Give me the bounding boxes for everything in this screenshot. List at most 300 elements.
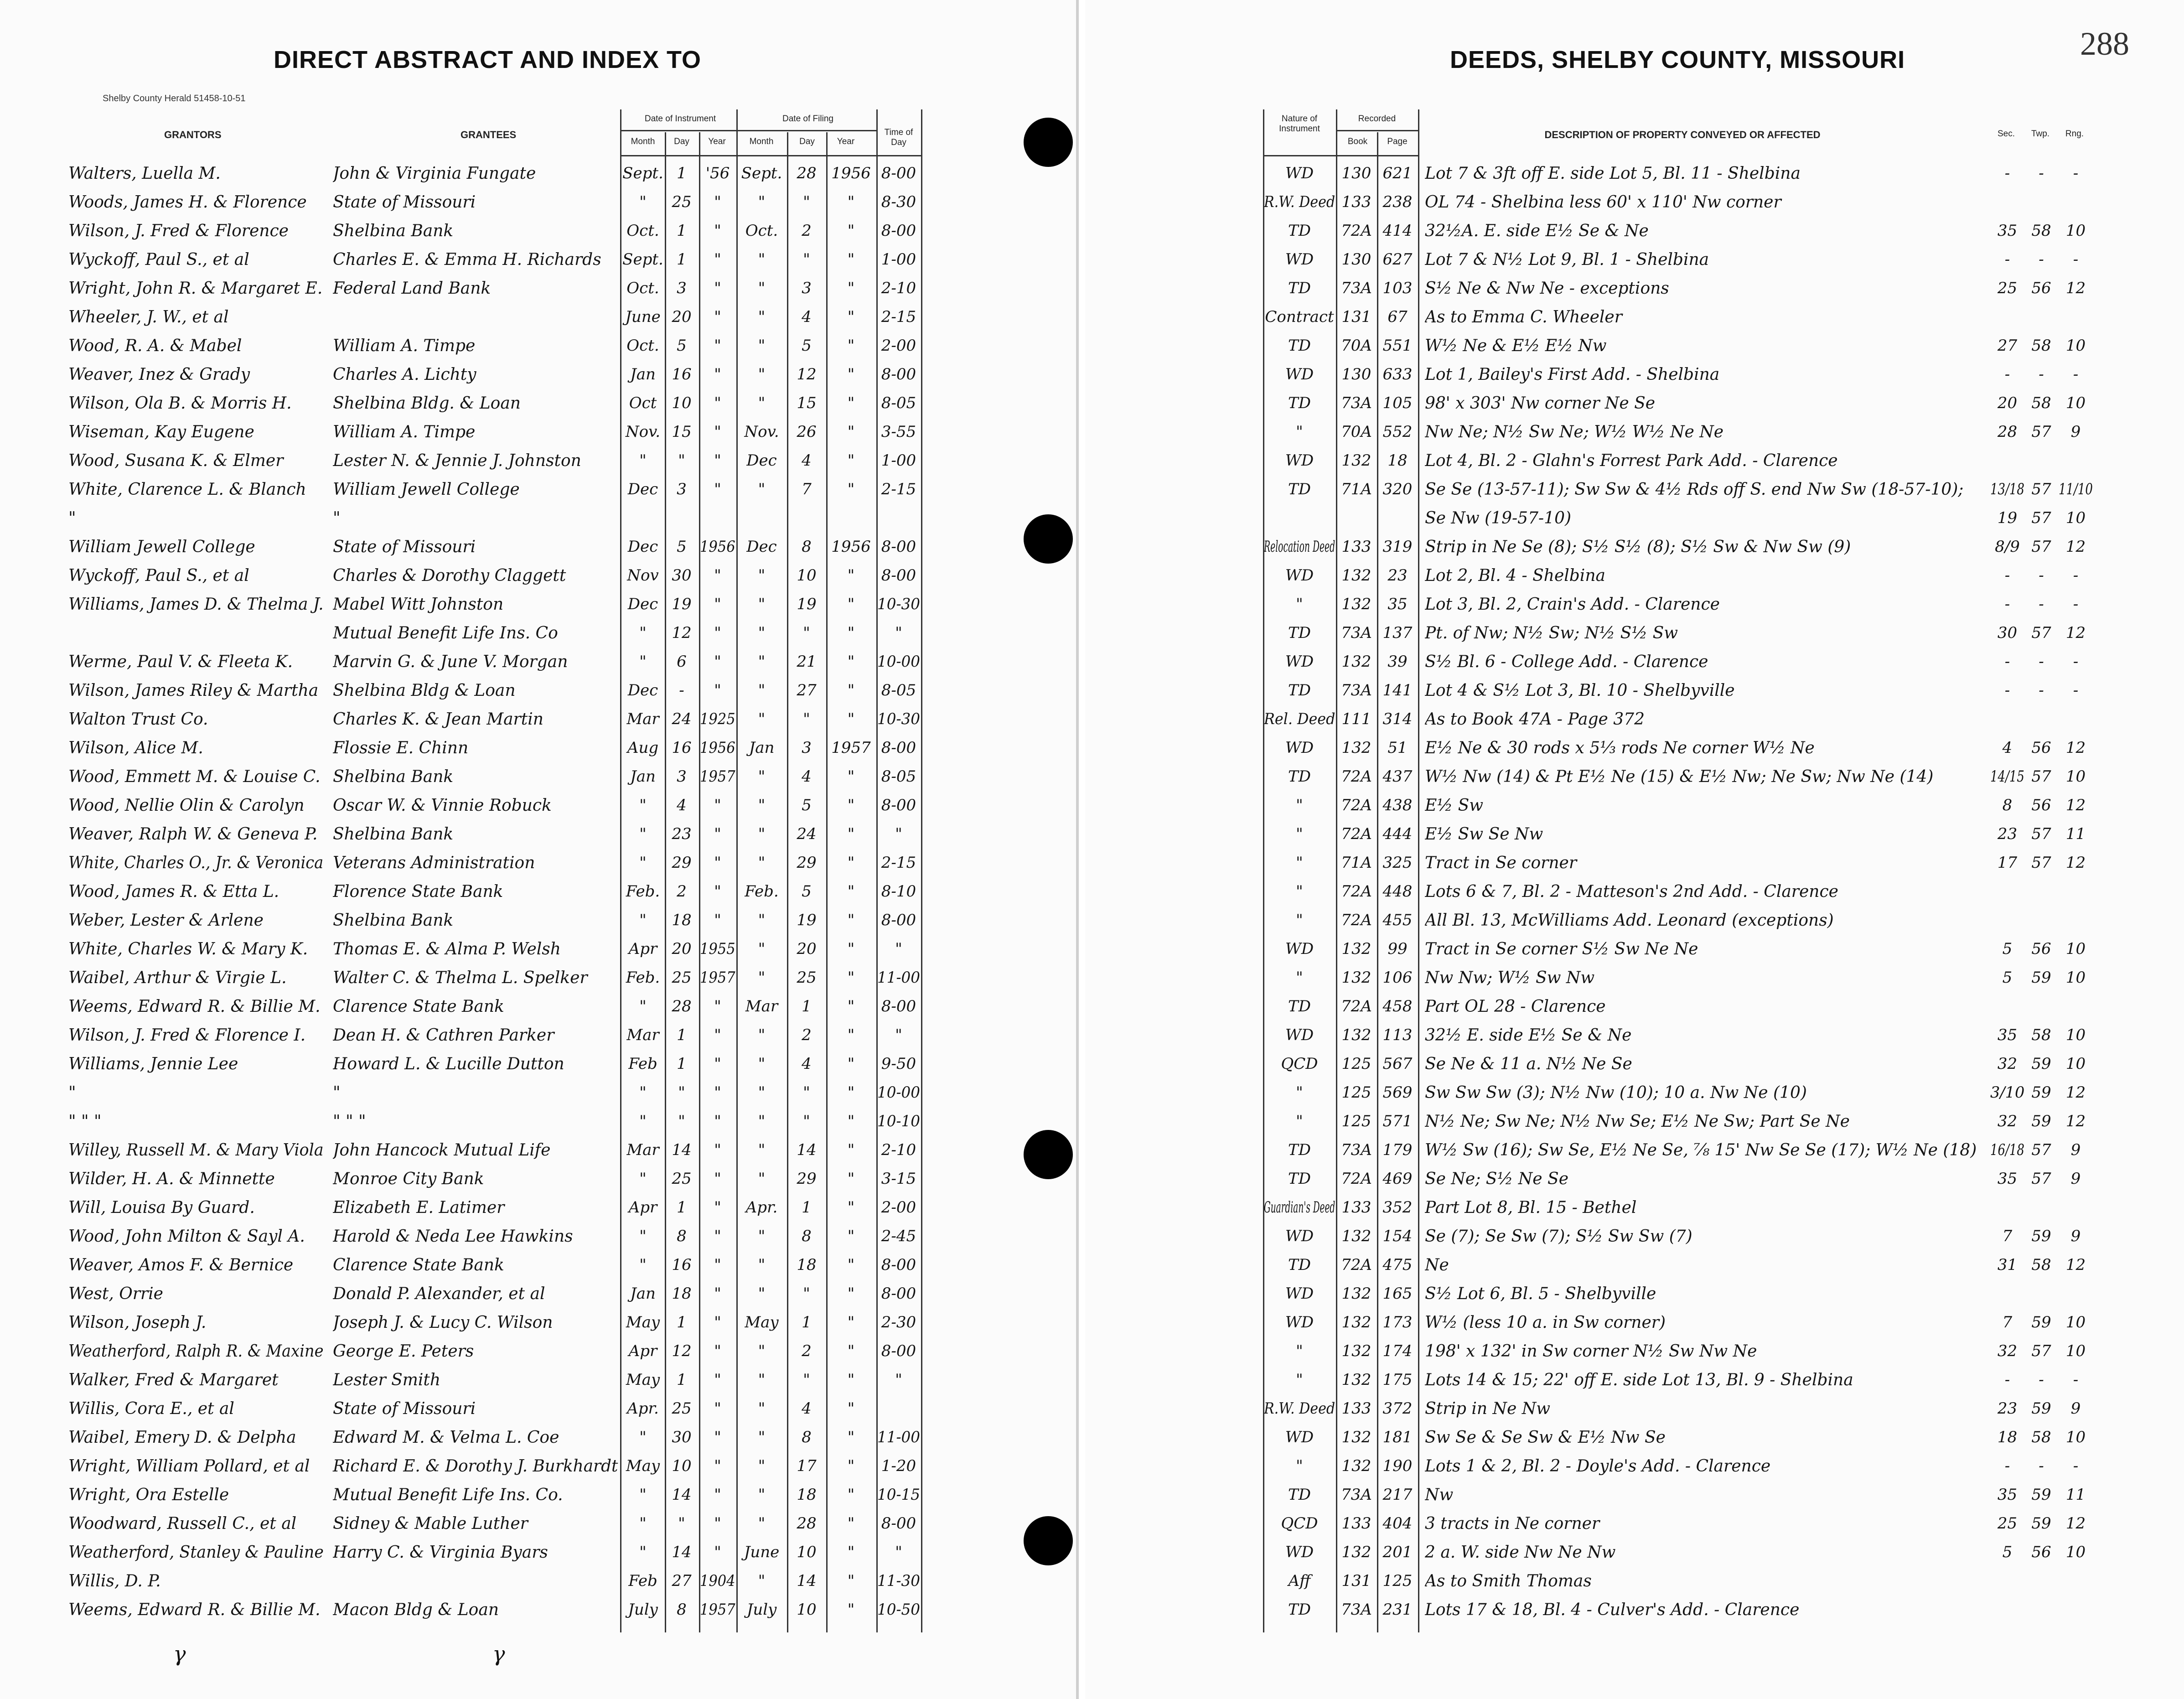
grantee-cell: Walter C. & Thelma L. Spelker [333, 969, 588, 987]
filing-month-cell: Oct. [745, 222, 778, 240]
binder-hole [1024, 514, 1073, 564]
filing-day-cell: 3 [802, 279, 812, 297]
sec-cell: - [2004, 681, 2010, 699]
nature-of-instrument-cell: WD [1285, 1428, 1314, 1446]
filing-month-cell: " [758, 940, 766, 958]
grantor-cell: " " " [68, 1112, 102, 1131]
instrument-year-cell: " [714, 1342, 721, 1360]
instrument-year-cell: " [714, 1457, 721, 1475]
filing-time-cell: " [895, 940, 902, 958]
instrument-day-cell: 28 [672, 997, 692, 1015]
left_page-row [0, 706, 1076, 736]
book-cell: 72A [1341, 222, 1372, 240]
instrument-day-cell: 27 [672, 1572, 692, 1590]
description-cell: Lot 7 & N½ Lot 9, Bl. 1 - Shelbina [1425, 250, 1709, 269]
instrument-day-cell: 12 [672, 624, 692, 642]
filing-year-cell: " [847, 940, 855, 958]
right_page-row [1085, 678, 2184, 707]
instrument-year-cell: 1956 [700, 538, 735, 556]
page-cell: 238 [1382, 193, 1413, 211]
sec-cell: 4 [2002, 739, 2013, 757]
twp-cell: 58 [2031, 1428, 2051, 1446]
instrument-month-cell: Jan [630, 1285, 656, 1303]
twp-cell: 57 [2031, 1141, 2051, 1159]
left_page-row [0, 390, 1076, 420]
left_page-row [0, 850, 1076, 879]
right_page-row [1085, 1166, 2184, 1195]
right_page-row [1085, 907, 2184, 937]
filing-month-cell: " [758, 1227, 766, 1245]
grantor-cell: Wood, Nellie Olin & Carolyn [68, 796, 305, 815]
instrument-year-cell: " [714, 653, 721, 671]
filing-year-cell: 1957 [831, 739, 871, 757]
filing-time-cell: 8-00 [881, 1285, 916, 1303]
left_page-row [0, 1367, 1076, 1396]
instrument-day-cell: 16 [672, 365, 692, 383]
sec-cell: 31 [1997, 1256, 2018, 1274]
book-cell: 132 [1341, 451, 1371, 470]
page-cell: 404 [1382, 1514, 1413, 1533]
grantor-cell: Weems, Edward R. & Billie M. [68, 1601, 321, 1619]
filing-year-cell: " [847, 1198, 855, 1217]
grantee-cell: Charles & Dorothy Claggett [333, 566, 566, 585]
instrument-year-cell: " [714, 1543, 721, 1561]
description-cell: Nw Ne; N½ Sw Ne; W½ W½ Ne Ne [1425, 423, 1723, 441]
book-cell: 132 [1341, 739, 1371, 757]
filing-day-cell: " [803, 710, 810, 728]
description-cell: Lot 2, Bl. 4 - Shelbina [1425, 566, 1605, 585]
page-cell: 314 [1382, 710, 1413, 728]
filing-year-cell: " [847, 825, 855, 843]
right_page-row [1085, 1281, 2184, 1310]
filing-month-cell: " [758, 1055, 766, 1073]
instrument-year-cell: " [714, 193, 721, 211]
instrument-month-cell: Oct. [626, 337, 659, 355]
nature-of-instrument-cell: QCD [1281, 1514, 1318, 1533]
grantee-cell: Harry C. & Virginia Byars [333, 1543, 548, 1562]
rng-cell: - [2073, 1457, 2079, 1475]
filing-year-cell: " [847, 1572, 855, 1590]
filing-time-cell: " [895, 624, 902, 642]
left_page-row [0, 419, 1076, 448]
instrument-year-cell: 1957 [700, 1601, 735, 1619]
filing-month-cell: Nov. [744, 423, 779, 441]
filing-month-cell: " [758, 337, 766, 355]
filing-day-cell: 4 [802, 1399, 812, 1418]
grantee-cell: Clarence State Bank [333, 1256, 504, 1274]
filing-year-cell: " [847, 624, 855, 642]
page-cell: 475 [1382, 1256, 1413, 1274]
instrument-month-cell: " [639, 1112, 647, 1130]
grantor-cell: " [68, 1083, 76, 1102]
right_page-row [1085, 247, 2184, 276]
rng-cell: 11/10 [2059, 480, 2093, 498]
filing-day-cell: 8 [802, 538, 812, 556]
rng-cell: - [2073, 653, 2079, 671]
filing-time-cell: 8-00 [881, 1256, 916, 1274]
twp-cell: 59 [2031, 969, 2051, 987]
filing-month-cell: Mar [745, 997, 778, 1015]
left_page-row [0, 936, 1076, 965]
instrument-month-cell: Jan [630, 365, 656, 383]
instrument-month-cell: " [639, 653, 647, 671]
left_page-row [0, 505, 1076, 534]
filing-month-cell: " [758, 1170, 766, 1188]
instrument-year-cell: " [714, 1112, 721, 1130]
instrument-day-cell: 14 [672, 1543, 692, 1561]
grantees-header: GRANTEES [461, 129, 517, 140]
instrument-month-cell: " [639, 1256, 647, 1274]
instrument-year-cell: " [714, 1514, 721, 1533]
instrument-day-cell: 10 [672, 394, 692, 412]
sec-cell: - [2004, 164, 2010, 182]
filing-day-cell: " [803, 1112, 810, 1130]
description-cell: Lots 14 & 15; 22' off E. side Lot 13, Bl. 9 - Shelbina [1425, 1371, 1853, 1389]
book-cell: 73A [1341, 624, 1372, 642]
filing-time-cell: 2-10 [881, 279, 916, 297]
filing-time-cell: 10-00 [877, 1083, 920, 1102]
left_page-row [0, 218, 1076, 247]
grantee-cell: " " " [333, 1112, 366, 1131]
instrument-day-cell: 1 [677, 164, 687, 182]
sec-cell: 30 [1997, 624, 2018, 642]
instrument-day-cell: " [678, 1112, 685, 1130]
filing-day-cell: 8 [802, 1227, 812, 1245]
nature-of-instrument-cell: " [1296, 595, 1303, 613]
rng-cell: 10 [2065, 767, 2086, 786]
grantor-cell: Weber, Lester & Arlene [68, 911, 264, 930]
rng-cell: 12 [2065, 279, 2086, 297]
right-page [1085, 0, 2184, 1699]
description-cell: N½ Ne; Sw Ne; N½ Nw Se; E½ Ne Sw; Part Se Ne [1425, 1112, 1850, 1131]
grantee-cell: Veterans Administration [333, 854, 535, 872]
nature-of-instrument-cell: WD [1285, 250, 1314, 269]
instrument-day-cell: 5 [677, 337, 687, 355]
rng-cell: - [2073, 681, 2079, 699]
sec-cell: 28 [1997, 423, 2018, 441]
grantee-cell: Harold & Neda Lee Hawkins [333, 1227, 573, 1246]
right_page-row [1085, 793, 2184, 822]
twp-cell: 59 [2031, 1227, 2051, 1245]
filing-month-cell: " [758, 796, 766, 814]
twp-cell: 57 [2031, 767, 2051, 786]
instrument-year-cell: " [714, 595, 721, 613]
sec-cell: - [2004, 595, 2010, 613]
description-cell: Sw Se & Se Sw & E½ Nw Se [1425, 1428, 1666, 1447]
description-cell: W½ Ne & E½ E½ Nw [1425, 337, 1607, 355]
page-cell: 621 [1382, 164, 1413, 182]
left_page-row [0, 591, 1076, 621]
description-cell: Tract in Se corner S½ Sw Ne Ne [1425, 940, 1698, 958]
grantee-cell: Mutual Benefit Life Ins. Co. [333, 1486, 563, 1504]
grantor-cell: Wilson, Joseph J. [68, 1313, 207, 1332]
page-cell: 352 [1382, 1198, 1413, 1217]
filing-year-cell: " [847, 1514, 855, 1533]
twp-cell: 57 [2031, 423, 2051, 441]
instrument-year-cell: " [714, 1371, 721, 1389]
instrument-month-cell: " [639, 1428, 647, 1446]
book-cell: 125 [1341, 1083, 1371, 1102]
filing-time-cell: 2-10 [881, 1141, 916, 1159]
book-cell: 131 [1341, 1572, 1371, 1590]
grantee-cell: Shelbina Bank [333, 222, 454, 240]
nature-of-instrument-cell: " [1296, 882, 1303, 901]
filing-year-cell: " [847, 279, 855, 297]
instrument-day-cell: 10 [672, 1457, 692, 1475]
filing-month-cell: " [758, 767, 766, 786]
grantor-cell: Williams, Jennie Lee [68, 1055, 238, 1073]
instrument-month-cell: Nov. [625, 423, 661, 441]
right_page-row [1085, 1482, 2184, 1511]
book-cell: 73A [1341, 681, 1372, 699]
rng-cell: 10 [2065, 1543, 2086, 1561]
page-cell: 627 [1382, 250, 1413, 269]
filing-day-cell: 28 [797, 164, 817, 182]
filing-time-cell: 8-00 [881, 1514, 916, 1533]
grantor-cell: Will, Louisa By Guard. [68, 1198, 255, 1217]
grantor-cell: White, Clarence L. & Blanch [68, 480, 306, 499]
twp-cell: 57 [2031, 538, 2051, 556]
nature-of-instrument-cell: " [1296, 1371, 1303, 1389]
instrument-year-cell: " [714, 1170, 721, 1188]
filing-time-cell: 8-00 [881, 566, 916, 585]
filing-month-cell: " [758, 624, 766, 642]
sec-cell: 5 [2002, 940, 2013, 958]
grantee-cell: Charles K. & Jean Martin [333, 710, 543, 729]
instrument-month-cell: " [639, 624, 647, 642]
grantee-cell: Shelbina Bank [333, 911, 454, 930]
description-cell: S½ Bl. 6 - College Add. - Clarence [1425, 653, 1708, 671]
left_page-row [0, 1511, 1076, 1540]
filing-time-cell: 10-30 [877, 595, 920, 613]
filing-month-cell: " [758, 1399, 766, 1418]
description-cell: As to Smith Thomas [1425, 1572, 1592, 1590]
instrument-day-cell: 8 [677, 1601, 687, 1619]
nature-of-instrument-cell: TD [1288, 681, 1311, 699]
book-cell: 71A [1341, 480, 1372, 498]
grantor-cell: Wood, Susana K. & Elmer [68, 451, 284, 470]
book-cell: 70A [1341, 337, 1372, 355]
filing-year-cell: " [847, 423, 855, 441]
right_page-row [1085, 965, 2184, 994]
header-rule [1336, 130, 1418, 131]
twp-cell: 59 [2031, 1083, 2051, 1102]
right_page-row [1085, 304, 2184, 333]
rng-cell: 12 [2065, 1112, 2086, 1130]
filing-time-cell: 8-00 [881, 222, 916, 240]
book-cell: 72A [1341, 796, 1372, 814]
description-cell: S½ Ne & Nw Ne - exceptions [1425, 279, 1669, 298]
rng-cell: 10 [2065, 337, 2086, 355]
description-cell: Pt. of Nw; N½ Sw; N½ S½ Sw [1425, 624, 1678, 642]
left_page-row [0, 1022, 1076, 1052]
filing-year-cell: " [847, 969, 855, 987]
rng-cell: - [2073, 566, 2079, 585]
grantee-cell: Joseph J. & Lucy C. Wilson [333, 1313, 553, 1332]
grantor-cell: Werme, Paul V. & Fleeta K. [68, 653, 293, 671]
nature-of-instrument-cell: Contract [1265, 308, 1334, 326]
twp-cell: 57 [2031, 624, 2051, 642]
left_page-row [0, 764, 1076, 793]
left_page-row [0, 994, 1076, 1023]
grantor-cell: Wright, William Pollard, et al [68, 1457, 310, 1476]
nature-of-instrument-cell: R.W. Deed [1264, 193, 1335, 211]
page-cell: 633 [1382, 365, 1413, 383]
book-cell: 133 [1341, 1514, 1371, 1533]
page-cell: 325 [1382, 854, 1413, 872]
description-cell: Tract in Se corner [1425, 854, 1577, 872]
filing-day-cell: " [803, 624, 810, 642]
grantee-cell: Mutual Benefit Life Ins. Co [333, 624, 558, 642]
page-cell: 551 [1382, 337, 1413, 355]
left_page-row [0, 1252, 1076, 1281]
nature-of-instrument-cell: TD [1288, 222, 1311, 240]
filing-year-cell: " [847, 710, 855, 728]
filing-time-cell: 11-00 [877, 969, 920, 987]
filing-time-cell: 8-10 [881, 882, 916, 901]
filing-year-cell: " [847, 1141, 855, 1159]
description-cell: As to Emma C. Wheeler [1425, 308, 1622, 326]
rng-cell: - [2073, 1371, 2079, 1389]
grantor-cell: Wright, Ora Estelle [68, 1486, 229, 1504]
filing-year-cell: " [847, 1457, 855, 1475]
nature-of-instrument-cell: " [1296, 423, 1303, 441]
instrument-year-cell: " [714, 997, 721, 1015]
instrument-day-cell: 16 [672, 739, 692, 757]
book-cell: 132 [1341, 566, 1371, 585]
nature-of-instrument-cell: " [1296, 1457, 1303, 1475]
book-cell: 132 [1341, 1457, 1371, 1475]
filing-year-cell: " [847, 1026, 855, 1044]
description-cell: Strip in Ne Nw [1425, 1399, 1551, 1418]
filing-time-cell: 2-15 [881, 854, 916, 872]
page-cell: 154 [1382, 1227, 1413, 1245]
page-cell: 319 [1382, 538, 1413, 556]
nature-of-instrument-cell: WD [1285, 1285, 1314, 1303]
description-cell: 32½ E. side E½ Se & Ne [1425, 1026, 1632, 1045]
left_page-row [0, 1568, 1076, 1597]
filing-day-cell: 20 [797, 940, 817, 958]
page-cell: 414 [1382, 222, 1413, 240]
sec-cell: 8 [2002, 796, 2013, 814]
book-cell: 130 [1341, 365, 1371, 383]
right_page-row [1085, 735, 2184, 764]
instrument-month-cell: " [639, 997, 647, 1015]
filing-day-cell: 4 [802, 451, 812, 470]
instrument-month-cell: " [639, 825, 647, 843]
instrument-month-cell: " [639, 854, 647, 872]
instrument-day-cell: 20 [672, 308, 692, 326]
instrument-year-cell: " [714, 1486, 721, 1504]
filing-year-cell: " [847, 997, 855, 1015]
left_page-row [0, 1424, 1076, 1454]
grantor-cell: Waibel, Arthur & Virgie L. [68, 969, 287, 987]
instrument-day-cell: 25 [672, 193, 692, 211]
pencil-mark: γ [492, 1642, 505, 1666]
grantor-cell: Walton Trust Co. [68, 710, 208, 729]
filing-year-cell: " [847, 250, 855, 269]
book-cell: 132 [1341, 1227, 1371, 1245]
grantee-cell: State of Missouri [333, 193, 476, 212]
twp-cell: - [2039, 1371, 2044, 1389]
right_page-row [1085, 649, 2184, 678]
rng-cell: 12 [2065, 538, 2086, 556]
filing-day-cell: 5 [802, 882, 812, 901]
left_page-row [0, 965, 1076, 994]
description-cell: Nw [1425, 1486, 1454, 1504]
instrument-month-cell: Feb [628, 1055, 657, 1073]
right_page-row [1085, 1051, 2184, 1080]
filing-year-cell: " [847, 1112, 855, 1130]
grantor-cell: White, Charles O., Jr. & Veronica [68, 854, 324, 872]
filing-day-cell: 29 [797, 854, 817, 872]
book-cell: 73A [1341, 394, 1372, 412]
grantor-cell: Wood, John Milton & Sayl A. [68, 1227, 305, 1246]
twp-cell: 57 [2031, 854, 2051, 872]
grantor-cell: Wright, John R. & Margaret E. [68, 279, 323, 298]
instrument-year-cell: " [714, 451, 721, 470]
description-cell: Lot 4, Bl. 2 - Glahn's Forrest Park Add. - Clarence [1425, 451, 1838, 470]
book-cell: 72A [1341, 1170, 1372, 1188]
instrument-month-cell: " [639, 1083, 647, 1102]
instrument-month-cell: " [639, 193, 647, 211]
description-cell: Se Ne; S½ Ne Se [1425, 1170, 1568, 1188]
page-cell: 141 [1382, 681, 1413, 699]
filing-time-cell: 8-05 [881, 394, 916, 412]
filing-month-cell: Feb. [745, 882, 779, 901]
book-cell: 132 [1341, 1342, 1371, 1360]
filing-time-cell: " [895, 1371, 902, 1389]
filing-day-cell: 17 [797, 1457, 817, 1475]
nature-of-instrument-cell: TD [1288, 394, 1311, 412]
rng-cell: 11 [2065, 825, 2086, 843]
twp-cell: 59 [2031, 1112, 2051, 1130]
filing-year-cell: " [847, 365, 855, 383]
filing-day-header: Day [799, 137, 815, 146]
twp-header: Twp. [2031, 129, 2050, 139]
description-cell: Se Se (13-57-11); Sw Sw & 4½ Rds off S. end Nw Sw (18-57-10); [1425, 480, 1964, 499]
instrument-year-cell: " [714, 1141, 721, 1159]
twp-cell: 56 [2031, 796, 2051, 814]
instrument-day-cell: " [678, 1514, 685, 1533]
filing-day-cell: 18 [797, 1486, 817, 1504]
right_page-row [1085, 764, 2184, 793]
grantee-cell: " [333, 1083, 341, 1102]
right_page-row [1085, 821, 2184, 850]
nature-of-instrument-cell: TD [1288, 1256, 1311, 1274]
twp-cell: 58 [2031, 1026, 2051, 1044]
instrument-year-cell: " [714, 1256, 721, 1274]
description-cell: Nw Nw; W½ Sw Nw [1425, 969, 1595, 987]
page-cell: 571 [1382, 1112, 1413, 1130]
instrument-year-cell: 1956 [700, 739, 735, 757]
filing-day-cell: 8 [802, 1428, 812, 1446]
description-cell: OL 74 - Shelbina less 60' x 110' Nw corner [1425, 193, 1781, 212]
nature-of-instrument-cell: WD [1285, 164, 1314, 182]
filing-month-cell: " [758, 1428, 766, 1446]
right_page-row [1085, 1424, 2184, 1454]
twp-cell: 57 [2031, 480, 2051, 498]
filing-day-cell: " [803, 1371, 810, 1389]
instrument-month-cell: Dec [627, 538, 658, 556]
binder-hole [1024, 1516, 1073, 1565]
filing-day-cell: 1 [802, 997, 812, 1015]
sec-header: Sec. [1997, 129, 2015, 139]
printer-note: Shelby County Herald 51458-10-51 [103, 93, 246, 104]
instrument-month-cell: " [639, 1514, 647, 1533]
grantor-cell: Willis, D. P. [68, 1572, 161, 1590]
rng-header: Rng. [2065, 129, 2084, 139]
